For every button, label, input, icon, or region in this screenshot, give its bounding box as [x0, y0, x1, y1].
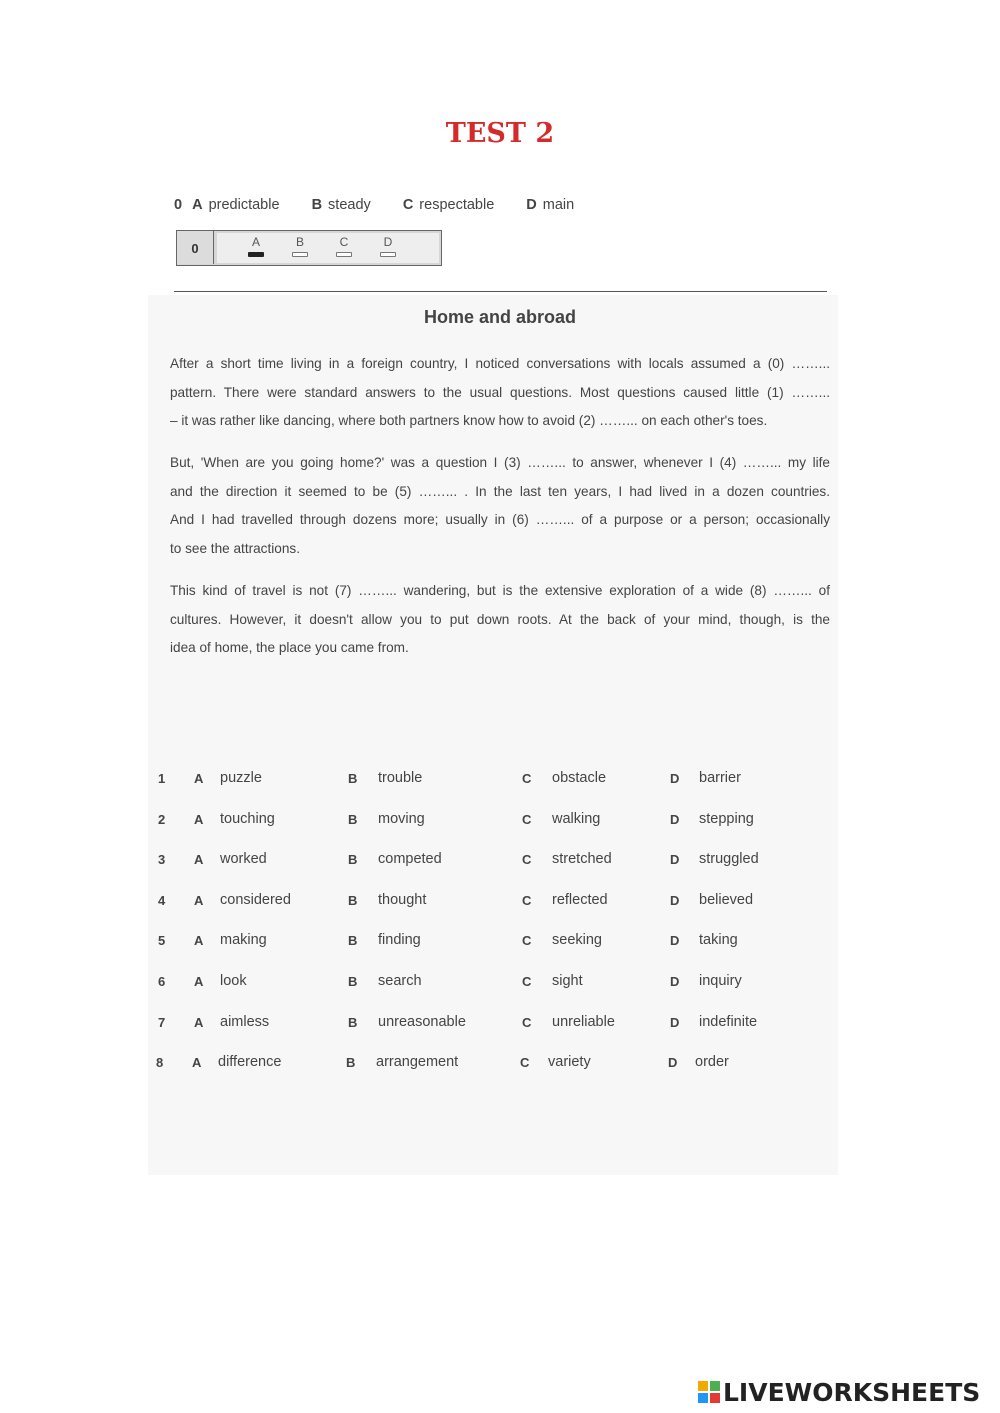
answer-bubble-a: A: [247, 235, 265, 257]
option-letter-b: B: [348, 771, 358, 786]
option-letter-b: B: [348, 933, 358, 949]
option-letter-d: D: [670, 852, 680, 868]
example-option-d: D main: [526, 197, 575, 213]
option-letter-d: D: [670, 771, 680, 786]
option-letter-b: B: [346, 1055, 356, 1071]
passage-paragraph-1: [170, 350, 830, 436]
passage-line: This kind of travel is not (7) ……... wandering, but is the extensive exploration of a wide (8) ……... of: [170, 583, 830, 598]
option-b: trouble: [378, 770, 423, 786]
passage-line: cultures. However, it doesn't allow you to put down roots. At the back of your mind, though, is the: [170, 611, 830, 627]
option-d: barrier: [699, 770, 741, 786]
option-d: taking: [699, 932, 738, 949]
example-option-c: C respectable: [402, 197, 495, 213]
option-letter-d: D: [670, 973, 680, 989]
option-b: arrangement: [376, 1054, 459, 1071]
passage-line: After a short time living in a foreign country, I noticed conversations with locals assumed a (0) ……...: [170, 356, 830, 371]
example-option-a: A predictable: [192, 197, 280, 213]
passage-line: and the direction it seemed to be (5) ……... . In the last ten years, I had lived in a dozen countries.: [170, 483, 830, 499]
option-letter-b: B: [348, 973, 358, 989]
example-number: 0: [174, 197, 183, 213]
passage-title: Home and abroad: [423, 307, 577, 327]
option-d: struggled: [699, 851, 759, 868]
option-letter-d: D: [668, 1055, 678, 1071]
passage-line: to see the attractions.: [170, 540, 300, 556]
option-letter-b: B: [348, 1014, 358, 1030]
question-number: 2: [158, 811, 166, 827]
option-letter-c: C: [522, 933, 532, 949]
option-b: moving: [378, 810, 425, 827]
example-question: [174, 197, 602, 213]
option-letter-b: B: [348, 811, 358, 827]
option-b: search: [378, 972, 422, 989]
option-letter-a: A: [194, 933, 204, 949]
option-b: thought: [378, 891, 427, 908]
example-option-b: B steady: [311, 197, 371, 213]
option-a: worked: [220, 851, 267, 868]
passage-line: And I had travelled through dozens more; usually in (6) ……... of a purpose or a person; occasionally: [170, 512, 830, 527]
option-a: puzzle: [220, 770, 262, 786]
option-c: unreliable: [552, 1013, 615, 1030]
passage-line: – it was rather like dancing, where both partners know how to avoid (2) ……... on each other's toes.: [170, 413, 768, 428]
option-letter-c: C: [522, 1014, 532, 1030]
option-letter-a: A: [192, 1055, 202, 1071]
option-letter-c: C: [522, 811, 532, 827]
option-a: considered: [220, 891, 291, 908]
option-letter-c: C: [522, 973, 532, 989]
logo-text: LIVEWORKSHEETS: [723, 1378, 981, 1407]
answer-bubble-c: C: [335, 235, 353, 257]
liveworksheets-logo: [698, 1378, 980, 1408]
option-letter-d: D: [670, 1014, 680, 1030]
option-a: making: [220, 932, 267, 949]
option-b: competed: [378, 851, 442, 868]
option-d: inquiry: [699, 972, 742, 989]
option-letter-b: B: [348, 852, 358, 868]
option-letter-c: C: [520, 1055, 530, 1071]
question-number: 7: [158, 1014, 166, 1030]
question-number: 1: [158, 771, 166, 786]
passage-line: But, 'When are you going home?' was a question I (3) ……... to answer, whenever I (4) ……... my life: [170, 455, 830, 470]
question-number: 8: [156, 1055, 164, 1071]
option-letter-b: B: [348, 892, 358, 908]
question-number: 6: [158, 973, 166, 989]
option-c: reflected: [552, 891, 608, 908]
answer-grid-number: 0: [177, 231, 214, 264]
option-a: look: [220, 972, 247, 989]
option-c: obstacle: [552, 770, 607, 786]
option-d: stepping: [699, 810, 754, 827]
option-c: seeking: [552, 932, 602, 949]
question-number: 3: [158, 852, 166, 868]
option-a: difference: [218, 1054, 282, 1071]
option-letter-a: A: [194, 771, 204, 786]
option-letter-a: A: [194, 973, 204, 989]
option-letter-c: C: [522, 771, 532, 786]
example-answer-grid: [176, 230, 442, 266]
option-b: finding: [378, 932, 421, 949]
option-letter-d: D: [670, 811, 680, 827]
passage-line: idea of home, the place you came from.: [170, 640, 409, 655]
option-c: walking: [552, 810, 601, 827]
option-b: unreasonable: [378, 1013, 466, 1030]
answer-bubble-d: D: [379, 235, 397, 257]
question-number: 4: [158, 892, 166, 908]
option-letter-c: C: [522, 852, 532, 868]
option-letter-d: D: [670, 933, 680, 949]
option-letter-d: D: [670, 892, 680, 908]
question-number: 5: [158, 933, 166, 949]
option-letter-a: A: [194, 892, 204, 908]
option-letter-a: A: [194, 1014, 204, 1030]
option-c: variety: [548, 1054, 591, 1071]
passage-paragraph-3: [170, 577, 830, 663]
option-letter-a: A: [194, 811, 204, 827]
option-c: stretched: [552, 851, 612, 868]
passage-line: pattern. There were standard answers to the usual questions. Most questions caused little (1) ……...: [170, 384, 830, 400]
page-title: TEST 2: [445, 118, 555, 149]
option-d: indefinite: [699, 1013, 758, 1030]
option-d: believed: [699, 891, 754, 908]
option-letter-c: C: [522, 892, 532, 908]
option-a: aimless: [220, 1013, 270, 1030]
option-a: touching: [220, 810, 275, 827]
divider: [174, 291, 827, 292]
option-c: sight: [552, 972, 583, 989]
option-letter-a: A: [194, 852, 204, 868]
passage-paragraph-2: [170, 449, 830, 563]
answer-bubble-b: B: [291, 235, 309, 257]
option-d: order: [695, 1054, 729, 1071]
liveworksheets-logo-icon: [698, 1381, 720, 1403]
